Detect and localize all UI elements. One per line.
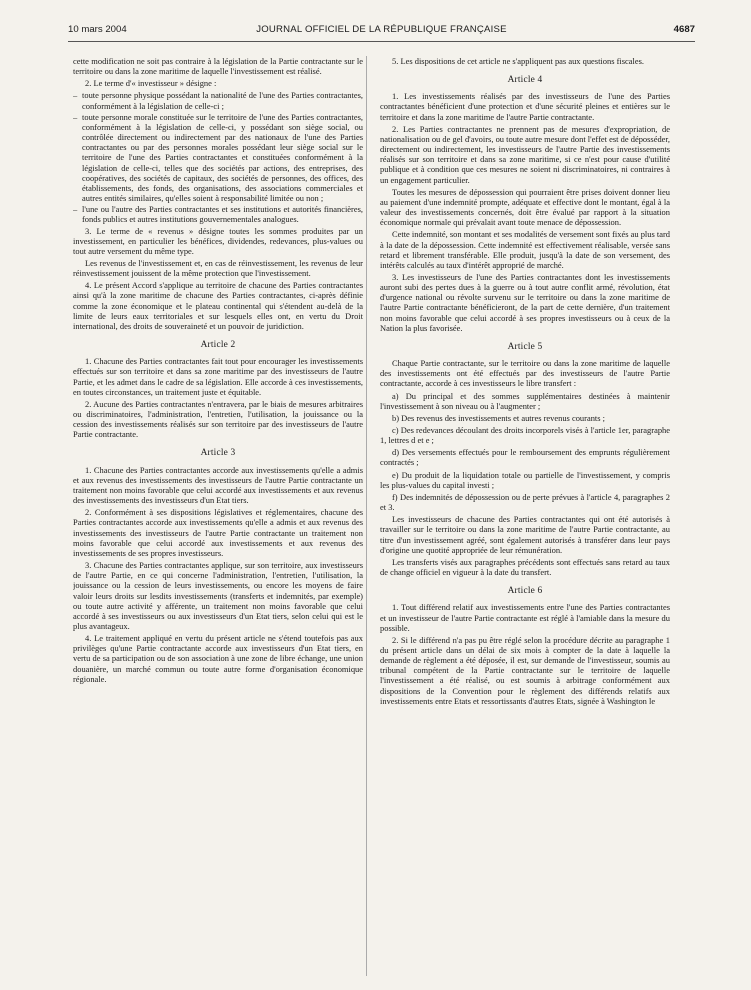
left-column [73,56,363,980]
paragraph: 1. Tout différend relatif aux investissements entre l'une des Parties contractantes et un investisseur de l'autre Partie contractante est réglé à l'amiable dans la mesure du possible. [380,602,670,633]
paragraph: 2. Le terme d'« investisseur » désigne : [85,78,217,89]
header-date: 10 mars 2004 [68,24,127,35]
page-number: 4687 [673,24,695,35]
article-heading: Article 6 [507,586,543,597]
paragraph: a) Du principal et des sommes supplémentaires destinées à maintenir l'investissement à son niveau ou à l'augmenter ; [380,390,670,411]
paragraph: 4. Le traitement appliqué en vertu du présent article ne s'étend toutefois pas aux privilèges qu'une Partie contractante accorde aux investisseurs d'un Etat tiers, en vertu de sa participation ou de son association à une zone de libre échange, une union douanière, un marché commun ou toute autre forme d'organisation économique régionale. [73,633,363,684]
paragraph: 1. Les investissements réalisés par des investisseurs de l'une des Parties contractantes bénéficient d'une protection et d'une sécurité pleines et entières sur le territoire et dans la zone maritime de l'autre Partie contractante. [380,91,670,122]
paragraph: cette modification ne soit pas contraire à la législation de la Partie contractante sur le territoire ou dans la zone maritime de laquelle l'investissement est réalisé. [73,56,363,77]
paragraph: 2. Aucune des Parties contractantes n'entravera, par le biais de mesures arbitraires ou discriminatoires, l'administration, l'entretien, l'utilisation, la jouissance ou la cession des investissements réalisés sur son territoire par des investisseurs de l'autre Partie contractante. [73,398,363,440]
paragraph: Chaque Partie contractante, sur le territoire ou dans la zone maritime de laquelle des investissements ont été effectués par des investisseurs de l'autre Partie contractante, accorde à ces investisseurs le libre transfert : [380,358,670,389]
article-heading: Article 2 [200,340,236,351]
paragraph: Les transferts visés aux paragraphes précédents sont effectués sans retard au taux de change officiel en vigueur à la date du transfert. [380,556,670,578]
paragraph: 2. Les Parties contractantes ne prennent pas de mesures d'expropriation, de nationalisation ou de gel d'avoirs, ou toute autre mesure dont l'effet est de déposséder, directement ou indirectement, les investisseurs de l'autre Partie des investissements réalisés sur son territoire et dans sa zone maritime, si ce n'est pour cause d'utilité publique et à condition que ces mesures ne soient ni discriminatoires, ni contraires à un engagement particulier. [380,123,670,185]
paragraph: 1. Chacune des Parties contractantes accorde aux investissements qu'elle a admis et aux revenus des investissements des investisseurs de l'autre Partie contractante un traitement non moins favorable que celui accordé aux investissements et aux revenus des investissements des investisseurs d'un Etat tiers. [73,464,363,506]
list-item: – toute personne morale constituée sur le territoire de l'une des Parties contractantes, conformément à la législation de celle-ci, y possédant son siège social, ou contrôlée directement ou indirectement par des nationaux de l'une des Parties contractantes ou par des personnes morales possédant leur siège social sur le territoire de l'une des Parties contractantes et constituées conformément à la législation de celle-ci, telles que des sociétés par actions, des entreprises, des coopératives, des sociétés de capitaux, des sociétés de personnes, des offices, des établissements, des fonds, des organisations, des associations commerciales et autres entités similaires, qu'elles soient à responsabilité limitée ou non ; [73,112,363,203]
journal-title: JOURNAL OFFICIEL DE LA RÉPUBLIQUE FRANÇAISE [256,24,507,35]
list-item: – toute personne physique possédant la nationalité de l'une des Parties contractantes, conformément à la législation de celle-ci ; [73,90,363,110]
paragraph: Toutes les mesures de dépossession qui pourraient être prises doivent donner lieu au paiement d'une indemnité prompte, adéquate et effective dont le montant, égal à la valeur des investissements concernés, doit être évalué par rapport à la situation économique normale qui prévalait avant toute menace de dépossession. [380,186,670,228]
page-header [68,24,695,42]
list-item: – l'une ou l'autre des Parties contractantes et ses institutions et autorités financières, fonds publics et autres institutions gouvernementales analogues. [73,204,363,224]
paragraph: 3. Le terme de « revenus » désigne toutes les sommes produites par un investissement, en particulier les bénéfices, dividendes, redevances, plus-values ou tout autre versement du même type. [73,225,363,256]
paragraph: 3. Les investisseurs de l'une des Parties contractantes dont les investissements auront subi des pertes dues à la guerre ou à tout autre conflit armé, révolution, état d'urgence national ou révolte survenu sur le territoire ou dans la zone maritime de l'autre Partie contractante bénéficieront, de la part de cette dernière, d'un traitement non moins favorable que celui accordé à ses propres investisseurs ou à ceux de la Nation la plus favorisée. [380,271,670,333]
paragraph: 3. Chacune des Parties contractantes applique, sur son territoire, aux investisseurs de l'autre Partie, en ce qui concerne l'administration, l'entretien, l'utilisation, la jouissance ou la cession de leurs investissements, ou encore les moyens de faire valoir leurs droits sur lesdits investissements (transferts et indemnités, par exemple) ou toute autre activité y afférente, un traitement non moins favorable que celui accordé à ses investisseurs ou aux investisseurs d'un Etat tiers, selon celui qui est le plus avantageux. [73,560,363,631]
paragraph: Cette indemnité, son montant et ses modalités de versement sont fixés au plus tard à la date de la dépossession. Cette indemnité est effectivement réalisable, versée sans retard et librement transférable. Elle produit, jusqu'à la date de son versement, des intérêts calculés au taux d'intérêt approprié de marché. [380,229,670,270]
paragraph: 5. Les dispositions de cet article ne s'appliquent pas aux questions fiscales. [392,56,645,66]
paragraph: b) Des revenus des investissements et autres revenus courants ; [392,412,605,423]
paragraph: f) Des indemnités de dépossession ou de perte prévues à l'article 4, paragraphes 2 et 3. [380,491,670,513]
paragraph: Les investisseurs de chacune des Parties contractantes qui ont été autorisés à travailler sur le territoire ou dans la zone maritime de l'autre Partie contractante, au titre d'un investissement agréé, sont également autorisés à transférer dans leur pays d'origine une quotité appropriée de leur rémunération. [380,514,670,555]
paragraph: 2. Si le différend n'a pas pu être réglé selon la procédure décrite au paragraphe 1 du présent article dans un délai de six mois à compter de la date à laquelle la demande de règlement a été déposée, il est, sur demande de l'investisseur, soumis au tribunal compétent de la Partie contractante sur le territoire de laquelle l'investissement a été réalisé, ou est soumis à arbitrage conformément aux dispositions de la Convention pour le règlement des différends relatifs aux investissements entre Etats et ressortissants d'autres Etats, signée à Washington le [380,634,670,706]
paragraph: 1. Chacune des Parties contractantes fait tout pour encourager les investissements effectués sur son territoire et dans sa zone maritime par des investisseurs de l'autre Partie, et les admet dans le cadre de sa législation. Elle accorde à ces investissements, en toutes circonstances, un traitement juste et équitable. [73,356,363,397]
paragraph: e) Du produit de la liquidation totale ou partielle de l'investissement, y compris les plus-values du capital investi ; [380,469,670,490]
right-column [380,56,670,980]
paragraph: c) Des redevances découlant des droits incorporels visés à l'article 1er, paragraphe 1, lettres d et e ; [380,425,670,446]
column-divider [366,56,367,976]
article-heading: Article 3 [200,448,236,459]
article-heading: Article 5 [507,341,543,352]
article-heading: Article 4 [507,75,543,86]
paragraph: Les revenus de l'investissement et, en cas de réinvestissement, les revenus de leur réinvestissement jouissent de la même protection que l'investissement. [73,257,363,279]
paragraph: 4. Le présent Accord s'applique au territoire de chacune des Parties contractantes ainsi qu'à la zone maritime de chacune des Parties contractantes, ci-après définie comme la zone économique et le plateau continental qui s'étendent au-delà de la limite de leurs eaux territoriales et sur lesquels elles ont, en vertu du Droit international, des droits de souveraineté et un pouvoir de juridiction. [73,280,363,331]
paragraph: 2. Conformément à ses dispositions législatives et réglementaires, chacune des Parties contractantes accorde aux investissements qu'elle a admis et aux revenus des investissements des investisseurs de l'autre Partie contractante un traitement non moins favorable que celui accordé aux investissements et aux revenus des investissements de ses propres investisseurs. [73,507,363,558]
paragraph: d) Des versements effectués pour le remboursement des emprunts régulièrement contractés ; [380,447,670,468]
